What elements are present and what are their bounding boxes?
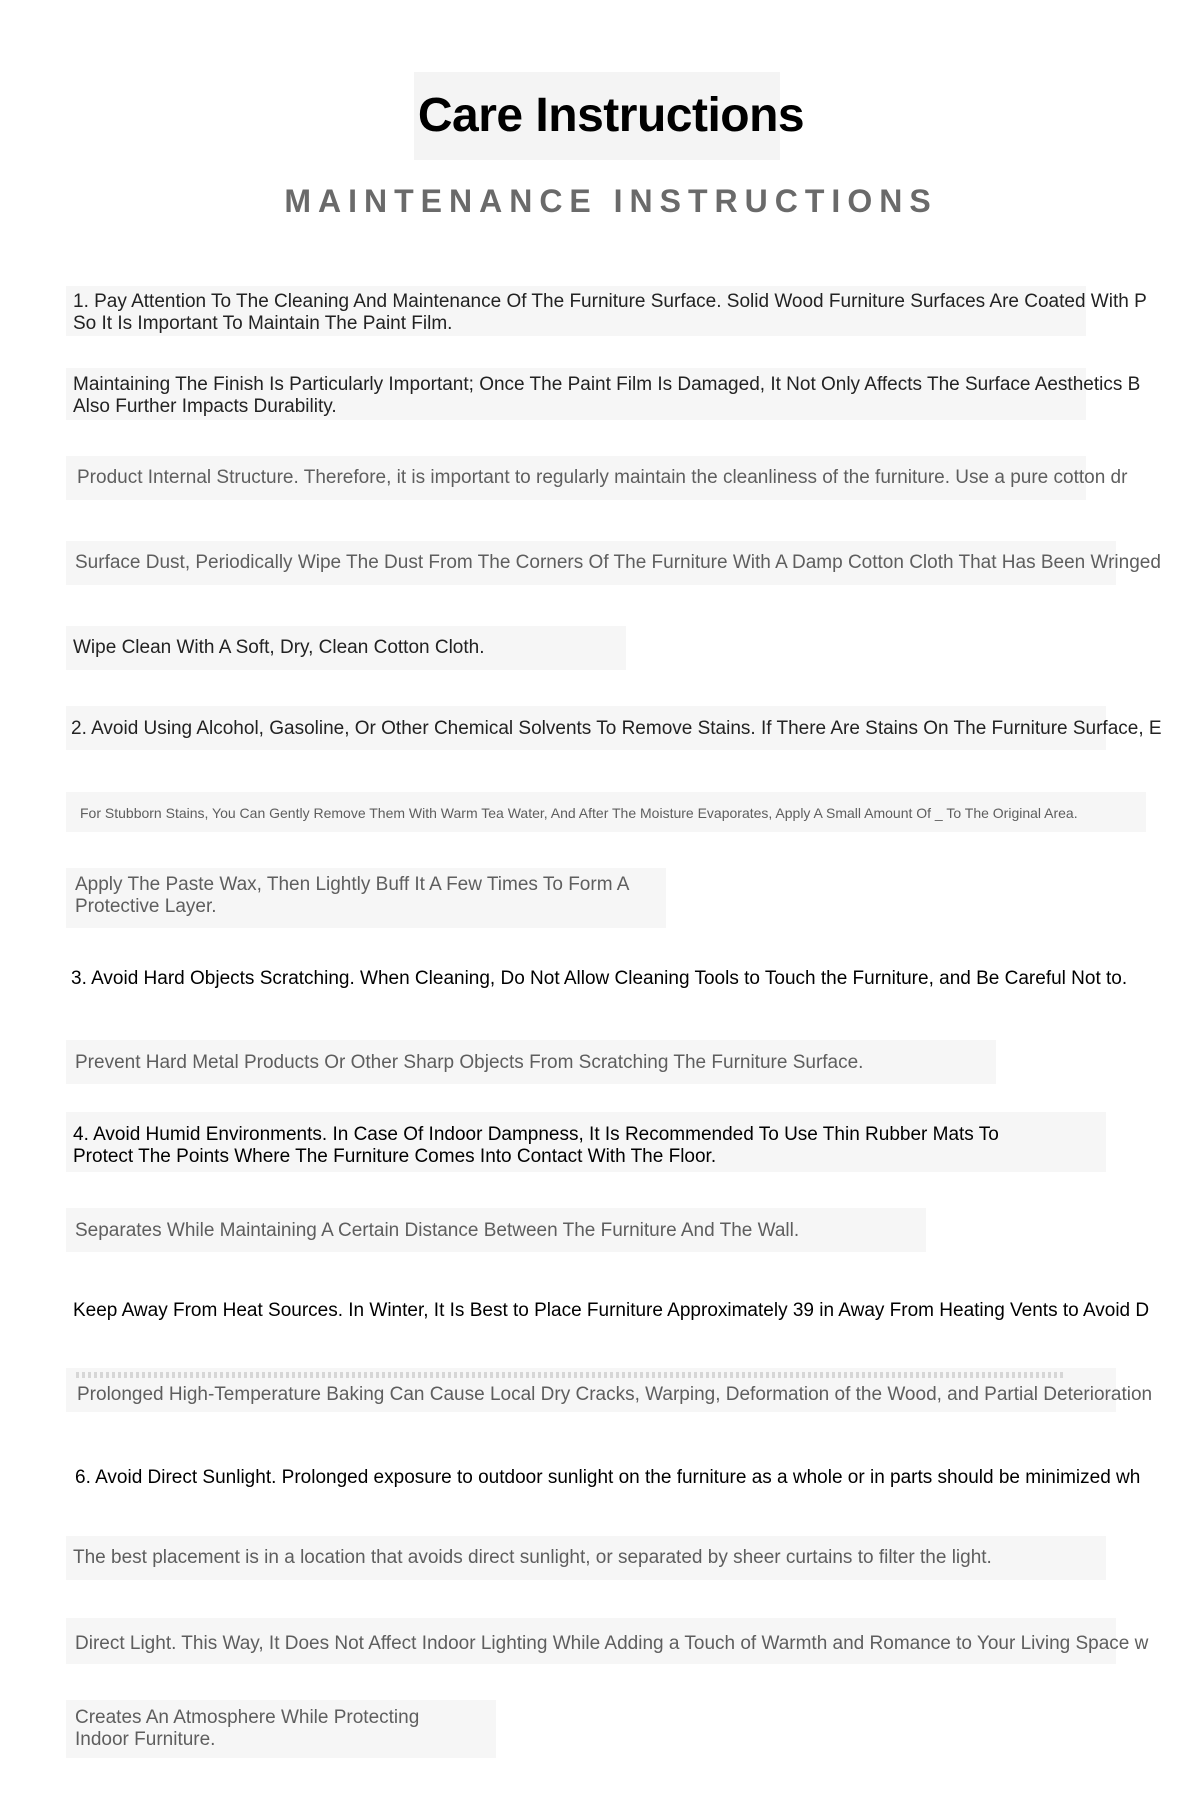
- page-title: Care Instructions: [417, 89, 805, 142]
- paragraph-structure: Product Internal Structure. Therefore, it is important to regularly maintain the cleanliness of the furniture. Use a pure cotton dr: [77, 467, 1128, 488]
- paragraph-best-placement: The best placement is in a location that avoids direct sunlight, or separated by sheer curtains to filter the light.: [73, 1547, 992, 1568]
- paragraph-finish-line-1: Maintaining The Finish Is Particularly Important; Once The Paint Film Is Damaged, It Not Only Affects The Surface Aesthetics B: [73, 374, 1141, 395]
- paragraph-3: 3. Avoid Hard Objects Scratching. When Cleaning, Do Not Allow Cleaning Tools to Touch the Furniture, and Be Careful Not to.: [71, 968, 1128, 989]
- noise-dots: [76, 1372, 1066, 1378]
- paragraph-6: 6. Avoid Direct Sunlight. Prolonged exposure to outdoor sunlight on the furniture as a whole or in parts should be minimized wh: [75, 1467, 1141, 1488]
- paragraph-1-line-2: So It Is Important To Maintain The Paint Film.: [73, 313, 453, 334]
- page-subtitle: MAINTENANCE INSTRUCTIONS: [284, 183, 938, 219]
- paragraph-atmosphere-line-2: Indoor Furniture.: [75, 1729, 216, 1750]
- paragraph-stubborn-stains: For Stubborn Stains, You Can Gently Remove Them With Warm Tea Water, And After The Moisture Evaporates, Apply A Small Amount Of _ To The Original Area.: [80, 805, 1078, 821]
- paragraph-1-line-1: 1. Pay Attention To The Cleaning And Maintenance Of The Furniture Surface. Solid Wood Furniture Surfaces Are Coated With P: [73, 291, 1147, 312]
- paragraph-wipe: Wipe Clean With A Soft, Dry, Clean Cotton Cloth.: [73, 637, 485, 658]
- paragraph-paste-wax-line-1: Apply The Paste Wax, Then Lightly Buff It A Few Times To Form A: [75, 874, 630, 895]
- paragraph-finish-line-2: Also Further Impacts Durability.: [73, 396, 337, 417]
- paragraph-4-line-2: Protect The Points Where The Furniture Comes Into Contact With The Floor.: [73, 1146, 717, 1167]
- paragraph-scratching: Prevent Hard Metal Products Or Other Sharp Objects From Scratching The Furniture Surface.: [75, 1052, 864, 1073]
- paragraph-heat-sources: Keep Away From Heat Sources. In Winter, It Is Best to Place Furniture Approximately 39 in Away From Heating Vents to Avoid D: [73, 1300, 1150, 1321]
- paragraph-paste-wax-line-2: Protective Layer.: [75, 896, 217, 917]
- paragraph-4-line-1: 4. Avoid Humid Environments. In Case Of Indoor Dampness, It Is Recommended To Use Thin Rubber Mats To: [73, 1124, 999, 1145]
- paragraph-dust: Surface Dust, Periodically Wipe The Dust From The Corners Of The Furniture With A Damp Cotton Cloth That Has Been Wringed: [75, 552, 1161, 573]
- paragraph-2: 2. Avoid Using Alcohol, Gasoline, Or Other Chemical Solvents To Remove Stains. If There Are Stains On The Furniture Surface, E: [71, 718, 1162, 739]
- paragraph-direct-light: Direct Light. This Way, It Does Not Affect Indoor Lighting While Adding a Touch of Warmth and Romance to Your Living Space w: [75, 1633, 1149, 1654]
- paragraph-high-temperature: Prolonged High-Temperature Baking Can Cause Local Dry Cracks, Warping, Deformation of the Wood, and Partial Deterioration: [77, 1384, 1153, 1405]
- paragraph-atmosphere-line-1: Creates An Atmosphere While Protecting: [75, 1707, 420, 1728]
- paragraph-wall-distance: Separates While Maintaining A Certain Distance Between The Furniture And The Wall.: [75, 1220, 800, 1241]
